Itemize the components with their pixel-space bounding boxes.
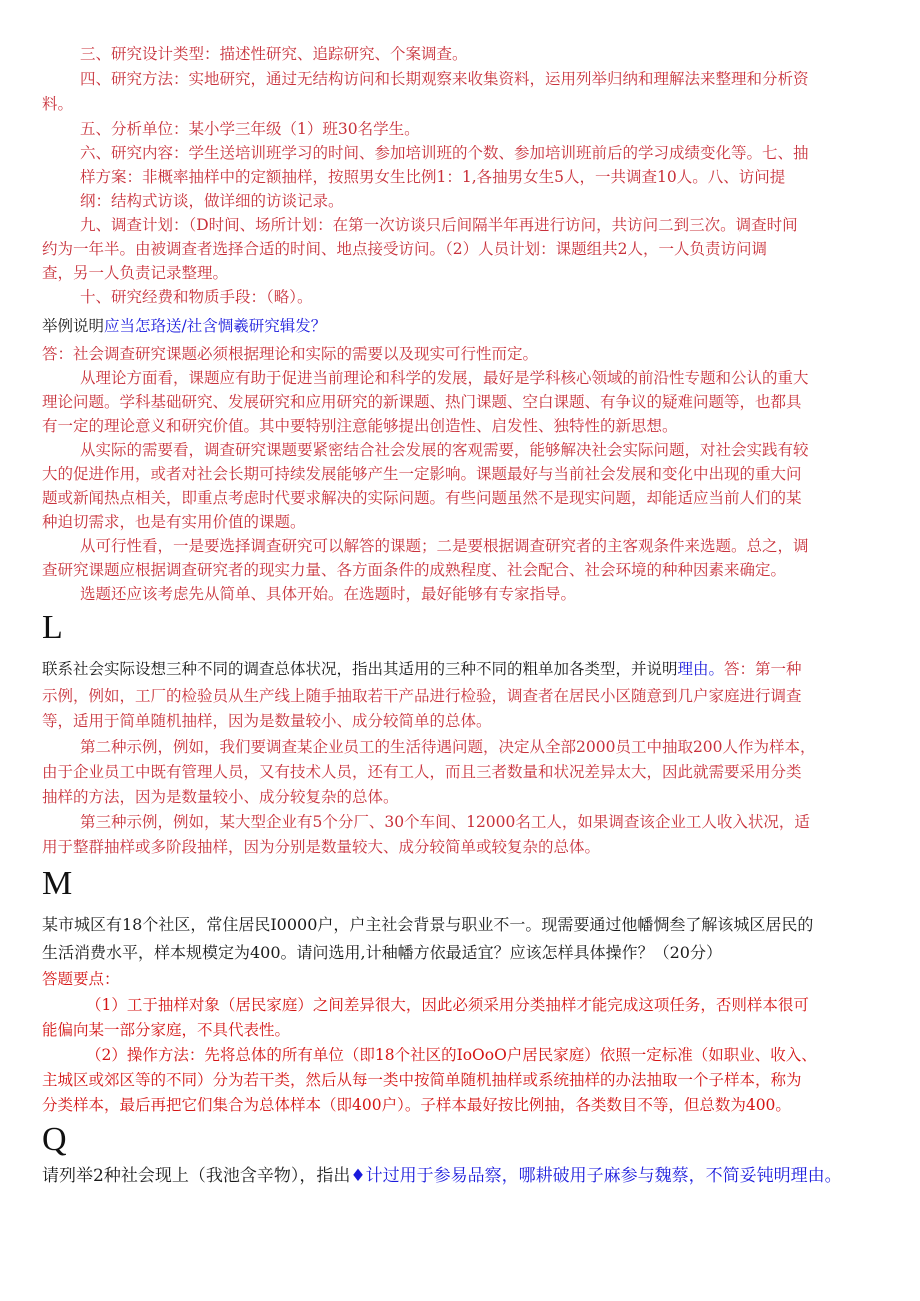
point-2-line-2: 主城区或郊区等的不同）分为若干类，然后从每一类中按简单随机抽样或系统抽样的办法抽取一个子样本，称为	[42, 1071, 802, 1089]
answer-l-line-7: 第三种示例，例如，某大型企业有5个分厂、30个车间、12000名工人，如果调查该企业工人收入状况，适	[80, 813, 810, 831]
answer-l-line-5: 由于企业员工中既有管理人员，又有技术人员，还有工人，而且三者数量和状况差异太大，因此就需要采用分类	[42, 763, 802, 781]
section-letter-l: L	[42, 609, 63, 646]
content-line-3: 纲：结构式访谈，做详细的访谈记录。	[80, 192, 344, 210]
content-line-2: 样方案：非概率抽样中的定额抽样，按照男女生比例1：1,各抽男女生5人，一共调查10人。八、访问提	[80, 168, 786, 186]
point-1-line-2: 能偏向某一部分家庭，不具代表性。	[42, 1021, 291, 1039]
point-1-line-1: （1）工于抽样对象（居民家庭）之间差异很大，因此必须采用分类抽样才能完成这项任务，否则样本很可	[86, 996, 809, 1014]
answer-k-line-8: 种迫切需求，也是有实用价值的课题。	[42, 513, 306, 531]
answer-l-line-8: 用于整群抽样或多阶段抽样，因为分别是数量较大、成分较简单或较复杂的总体。	[42, 838, 601, 856]
answer-k-line-1: 答：社会调查研究课题必须根据理论和实际的需要以及现实可行性而定。	[42, 345, 539, 363]
answer-k-line-11: 选题还应该考虑先从简单、具体开始。在选题时，最好能够有专家指导。	[80, 585, 577, 603]
analysis-unit-line: 五、分析单位：某小学三年级（1）班30名学生。	[80, 120, 420, 138]
design-type-line: 三、研究设计类型：描述性研究、追踪研究、个案调查。	[80, 45, 468, 63]
question-k-prefix: 举例说明	[42, 317, 105, 335]
plan-line-1: 九、调查计划：（D时间、场所计划：在第一次访谈只后间隔半年再进行访问，共访问二到三次。调查时间	[80, 216, 798, 234]
answer-k-line-10: 查研究课题应根据调查研究者的现实力量、各方面条件的成熟程度、社会配合、社会环境的种种因素来确定。	[42, 561, 787, 579]
answer-k-line-3: 理论问题。学科基础研究、发展研究和应用研究的新课题、热门课题、空白课题、有争议的疑难问题等，也都具	[42, 393, 802, 411]
question-m-line-2: 生活消费水平，样本规模定为400。请问选用,计秞幡方依最适宜？应该怎样具体操作？（20分）	[42, 943, 722, 962]
plan-line-2: 约为一年半。由被调查者选择合适的时间、地点接受访问。（2）人员计划：课题组共2人，一人负责访问调	[42, 240, 767, 258]
answer-k-line-2: 从理论方面看，课题应有助于促进当前理论和科学的发展，最好是学科核心领域的前沿性专题和公认的重大	[80, 369, 809, 387]
plan-line-3: 查，另一人负责记录整理。	[42, 264, 229, 282]
answer-l-line-3: 等，适用于简单随机抽样，因为是数量较小、成分较简单的总体。	[42, 712, 492, 730]
question-k-rest: 应当怎珞送/社含惆羲研究辑发？	[104, 317, 327, 335]
question-l-reason: 理由。	[677, 660, 725, 678]
answer-k-line-6: 大的促进作用，或者对社会长期可持续发展能够产生一定影响。课题最好与当前社会发展和变化中出现的重大问	[42, 465, 802, 483]
answer-l-line-6: 抽样的方法，因为是数量较小、成分较复杂的总体。	[42, 788, 399, 806]
answer-l-line-2: 示例，例如，工厂的检验员从生产线上随手抽取若干产品进行检验，调查者在居民小区随意到几户家庭进行调查	[42, 687, 802, 705]
point-2-line-1: （2）操作方法：先将总体的所有单位（即18个社区的IoOoO户居民家庭）依照一定标准（如职业、收入、	[86, 1046, 817, 1064]
content-line-1: 六、研究内容：学生送培训班学习的时间、参加培训班的个数、参加培训班前后的学习成绩变化等。七、抽	[80, 144, 809, 162]
question-m-line-1: 某市城区有18个社区，常住居民I0000户，户主社会背景与职业不一。现需要通过他幡惆叁了解该城区居民的	[42, 915, 814, 934]
answer-k-line-4: 有一定的理论意义和研究价值。其中要特别注意能够提出创造性、启发性、独特性的新思想。	[42, 417, 678, 435]
section-letter-m: M	[42, 865, 73, 902]
answer-k-line-7: 题或新闻热点相关，即重点考虑时代要求解决的实际问题。有些问题虽然不是现实问题，却能适应当前人们的某	[42, 489, 802, 507]
funding-line: 十、研究经费和物质手段：（略）。	[80, 288, 313, 306]
question-q-rest: ♦计过用于参易品察，哪耕破用子麻参与魏蔡，不简妥钝明理由。	[350, 1166, 842, 1186]
section-letter-q: Q	[42, 1121, 67, 1158]
question-k	[42, 315, 882, 337]
answer-l-line-4: 第二种示例，例如，我们要调查某企业员工的生活待遇问题，决定从全部2000员工中抽取200人作为样本，	[80, 738, 816, 756]
question-l	[42, 658, 882, 680]
answer-k-line-9: 从可行性看，一是要选择调查研究可以解答的课题；二是要根据调查研究者的主客观条件来选题。总之，调	[80, 537, 809, 555]
answer-k-line-5: 从实际的需要看，调查研究课题要紧密结合社会发展的客观需要，能够解决社会实际问题，对社会实践有较	[80, 441, 809, 459]
question-q-text: 请列举2种社会现上（我池含辛物），指出	[42, 1166, 351, 1186]
answer-key-label: 答题要点：	[42, 970, 120, 988]
point-2-line-3: 分类样本，最后再把它们集合为总体样本（即400户）。子样本最好按比例抽，各类数目不等，但总数为400。	[42, 1096, 791, 1114]
answer-l-start: 答：第一种	[724, 660, 802, 678]
question-q	[42, 1163, 882, 1189]
method-line-2: 料。	[42, 95, 74, 113]
question-l-text: 联系社会实际设想三种不同的调查总体状况，指出其适用的三种不同的粗单加各类型，并说明	[42, 660, 678, 678]
method-line-1: 四、研究方法：实地研究，通过无结构访问和长期观察来收集资料，运用列举归纳和理解法来整理和分析资	[80, 70, 809, 88]
